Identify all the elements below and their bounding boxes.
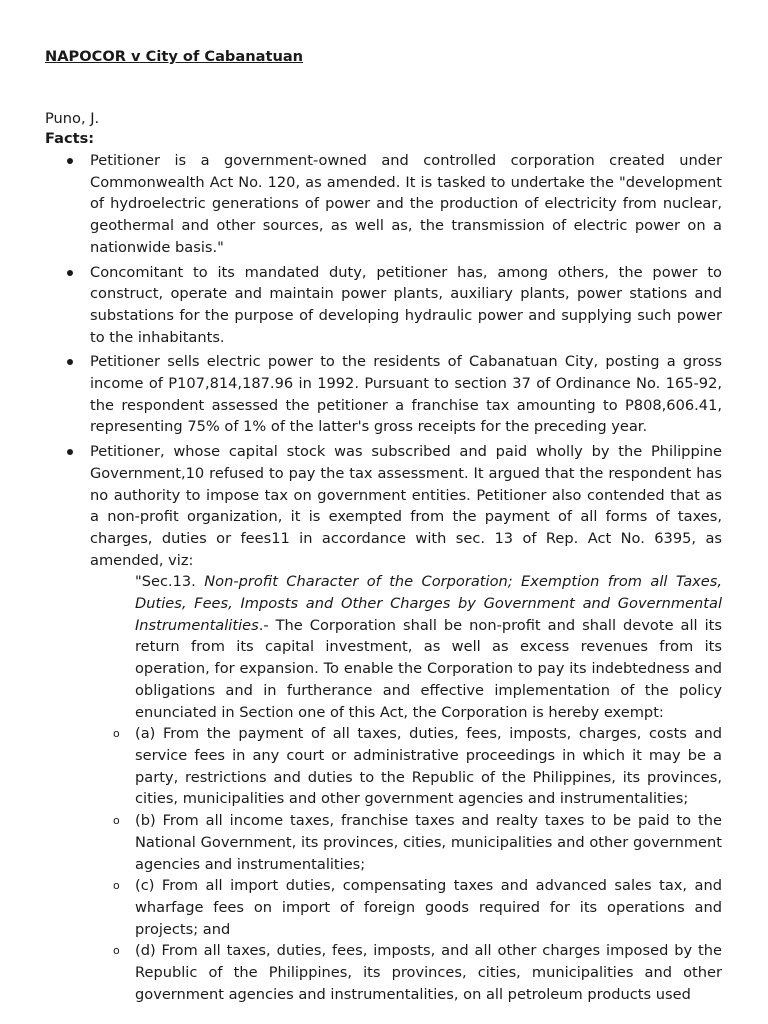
document-title: NAPOCOR v City of Cabanatuan bbox=[45, 48, 304, 65]
fact-text: Petitioner sells electric power to the residents of Cabanatuan City, posting a gross income of P107,814,187.96 in 1992. Pursuant to section 37 of Ordinance No. 165-92, the respondent assessed the petitioner a franchise tax amounting to P808,606.41, representing 75% of 1% of the latter's gross receipts for the preceding year. bbox=[90, 353, 722, 436]
fact-text: Petitioner, whose capital stock was subscribed and paid wholly by the Philippine Government,10 refused to pay the tax assessment. It argued that the respondent has no authority to impose tax on government entities. Petitioner also contended that as a non-profit organization, it is exempted from the payment of all forms of taxes, charges, duties or fees11 in accordance with sec. 13 of Rep. Act No. 6395, as amended, viz: bbox=[90, 443, 722, 569]
circle-bullet-icon: o bbox=[113, 727, 120, 741]
bullet-icon bbox=[67, 158, 73, 164]
facts-list bbox=[90, 150, 722, 1008]
fact-item bbox=[90, 441, 722, 1005]
exemption-text: (b) From all income taxes, franchise taxes and realty taxes to be paid to the National Government, its provinces, cities, municipalities and other government agencies and instrumentalities; bbox=[135, 812, 722, 873]
exemption-text: (a) From the payment of all taxes, duties, fees, imposts, charges, costs and service fees in any court or administrative proceedings in which it may be a party, restrictions and duties to the Republic of the Philippines, its provinces, cities, municipalities and other government agencies and instrumentalities; bbox=[135, 725, 722, 808]
exemption-item bbox=[113, 875, 722, 940]
exemption-item bbox=[113, 940, 722, 1005]
bullet-icon bbox=[67, 270, 73, 276]
exemption-item bbox=[113, 723, 722, 810]
quote-prefix: "Sec.13. bbox=[135, 573, 205, 591]
exemption-item bbox=[113, 810, 722, 875]
quote-body: .- The Corporation shall be non-profit and shall devote all its return from its capital investment, as well as excess revenues from its operation, for expansion. To enable the Corporation to pay its indebtedness and obligations and in furtherance and effective implementation of the policy enunciated in Section one of this Act, the Corporation is hereby exempt: bbox=[135, 616, 722, 721]
fact-item bbox=[90, 351, 722, 438]
exemption-list bbox=[90, 723, 722, 1005]
author-line: Puno, J. bbox=[45, 110, 100, 127]
circle-bullet-icon: o bbox=[113, 879, 120, 893]
fact-text: Concomitant to its mandated duty, petitioner has, among others, the power to construct, operate and maintain power plants, auxiliary plants, power stations and substations for the purpose of developing hydraulic power and supplying such power to the inhabitants. bbox=[90, 263, 722, 346]
statute-quote bbox=[135, 571, 722, 723]
bullet-icon bbox=[67, 449, 73, 455]
facts-heading: Facts: bbox=[45, 130, 95, 147]
exemption-text: (d) From all taxes, duties, fees, imposts, and all other charges imposed by the Republic of the Philippines, its provinces, cities, municipalities and other government agencies and instrumentalities, on all petroleum products used bbox=[135, 942, 722, 1003]
quote-section-heading: Non-profit Character of the Corporation; Exemption from all Taxes, Duties, Fees, Imposts and Other Charges by Government and Governmental Instrumentalities bbox=[135, 573, 722, 634]
circle-bullet-icon: o bbox=[113, 944, 120, 958]
circle-bullet-icon: o bbox=[113, 814, 120, 828]
fact-item bbox=[90, 150, 722, 259]
bullet-icon bbox=[67, 359, 73, 365]
fact-item bbox=[90, 262, 722, 349]
fact-text: Petitioner is a government-owned and controlled corporation created under Commonwealth Act No. 120, as amended. It is tasked to undertake the "development of hydroelectric generations of power and the production of electricity from nuclear, geothermal and other sources, as well as, the transmission of electric power on a nationwide basis." bbox=[90, 152, 722, 256]
exemption-text: (c) From all import duties, compensating taxes and advanced sales tax, and wharfage fees on import of foreign goods required for its operations and projects; and bbox=[135, 877, 722, 938]
